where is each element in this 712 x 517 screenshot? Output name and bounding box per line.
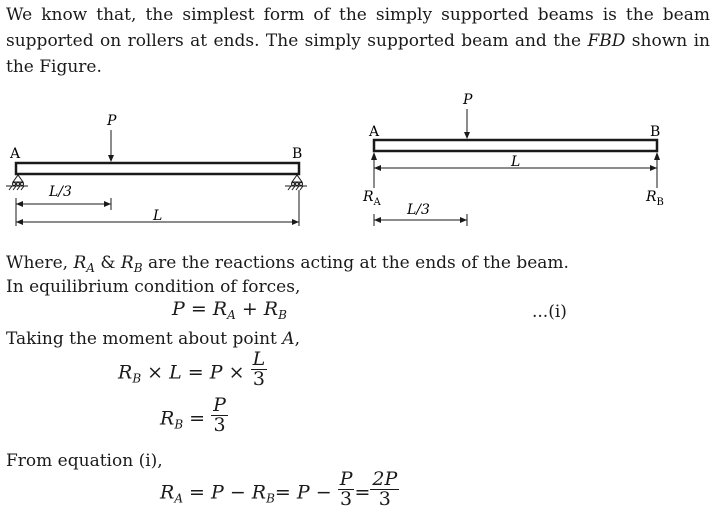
fig1-third-label: L/3 <box>49 184 72 200</box>
fig2-span-label: L <box>511 154 521 170</box>
fig1-third-arrow-right <box>104 201 111 207</box>
equation-2: $R_B \times L = P$ × $\frac{L}{3}$ <box>118 348 266 390</box>
fig1-load-label: P <box>107 113 117 129</box>
fig2-load-label: P <box>463 92 473 108</box>
equation-1-tag: ...(i) <box>532 302 567 322</box>
fig1-span-arrow-right <box>292 219 299 225</box>
fig2-third-label: L/3 <box>407 202 430 218</box>
simply-supported-beam-figure <box>0 108 320 232</box>
fig1-label-b: B <box>292 146 303 162</box>
equation-1: $P = R_A + R_B$ <box>172 298 287 322</box>
intro-paragraph <box>6 2 710 80</box>
fig1-label-a: A <box>10 146 21 162</box>
fig1-right-support <box>285 175 307 190</box>
intro-fbd: FBD <box>587 31 626 51</box>
beam-1 <box>16 163 299 174</box>
equation-4: $R_A = P - R_B= P$ − $\frac{P}{3}$ = $\frac{2P}{3}$ <box>160 468 398 510</box>
moment-text: Taking the moment about point A, <box>6 329 300 349</box>
fig1-load-arrowhead <box>108 155 114 162</box>
fig2-third-arrow-right <box>460 217 467 223</box>
from-equation-text: From equation (i), <box>6 451 163 471</box>
fig2-rb-arrowhead <box>654 152 660 160</box>
intro-text-2: shown in the Figure. <box>6 31 710 77</box>
fig2-ra-label: $R_A$ <box>363 189 381 208</box>
fig2-rb-label: $R_B$ <box>646 189 664 208</box>
fig2-load-arrowhead <box>464 132 470 139</box>
fig2-span-arrow-right <box>650 165 657 171</box>
beam-2 <box>374 140 657 151</box>
equation-3: $R_B$ = $\frac{P}{3}$ <box>160 394 226 436</box>
fig2-label-b: B <box>650 124 661 140</box>
intro-text-1: We know that, the simplest form of the simply supported beams is the beam supported on rollers at ends. The simply supported beam and the <box>6 5 710 51</box>
fig1-third-arrow-left <box>16 201 23 207</box>
fig2-label-a: A <box>369 124 380 140</box>
equilibrium-text: In equilibrium condition of forces, <box>6 277 301 297</box>
fig1-span-label: L <box>153 208 163 224</box>
fig2-third-arrow-left <box>374 217 381 223</box>
fig2-ra-arrowhead <box>371 152 377 160</box>
fig2-span-arrow-left <box>374 165 381 171</box>
free-body-diagram-figure <box>355 88 675 233</box>
reactions-definition: Where, $R_A$ & $R_B$ are the reactions acting at the ends of the beam. <box>6 253 569 275</box>
fig1-left-support <box>6 175 28 190</box>
fig1-span-arrow-left <box>16 219 23 225</box>
